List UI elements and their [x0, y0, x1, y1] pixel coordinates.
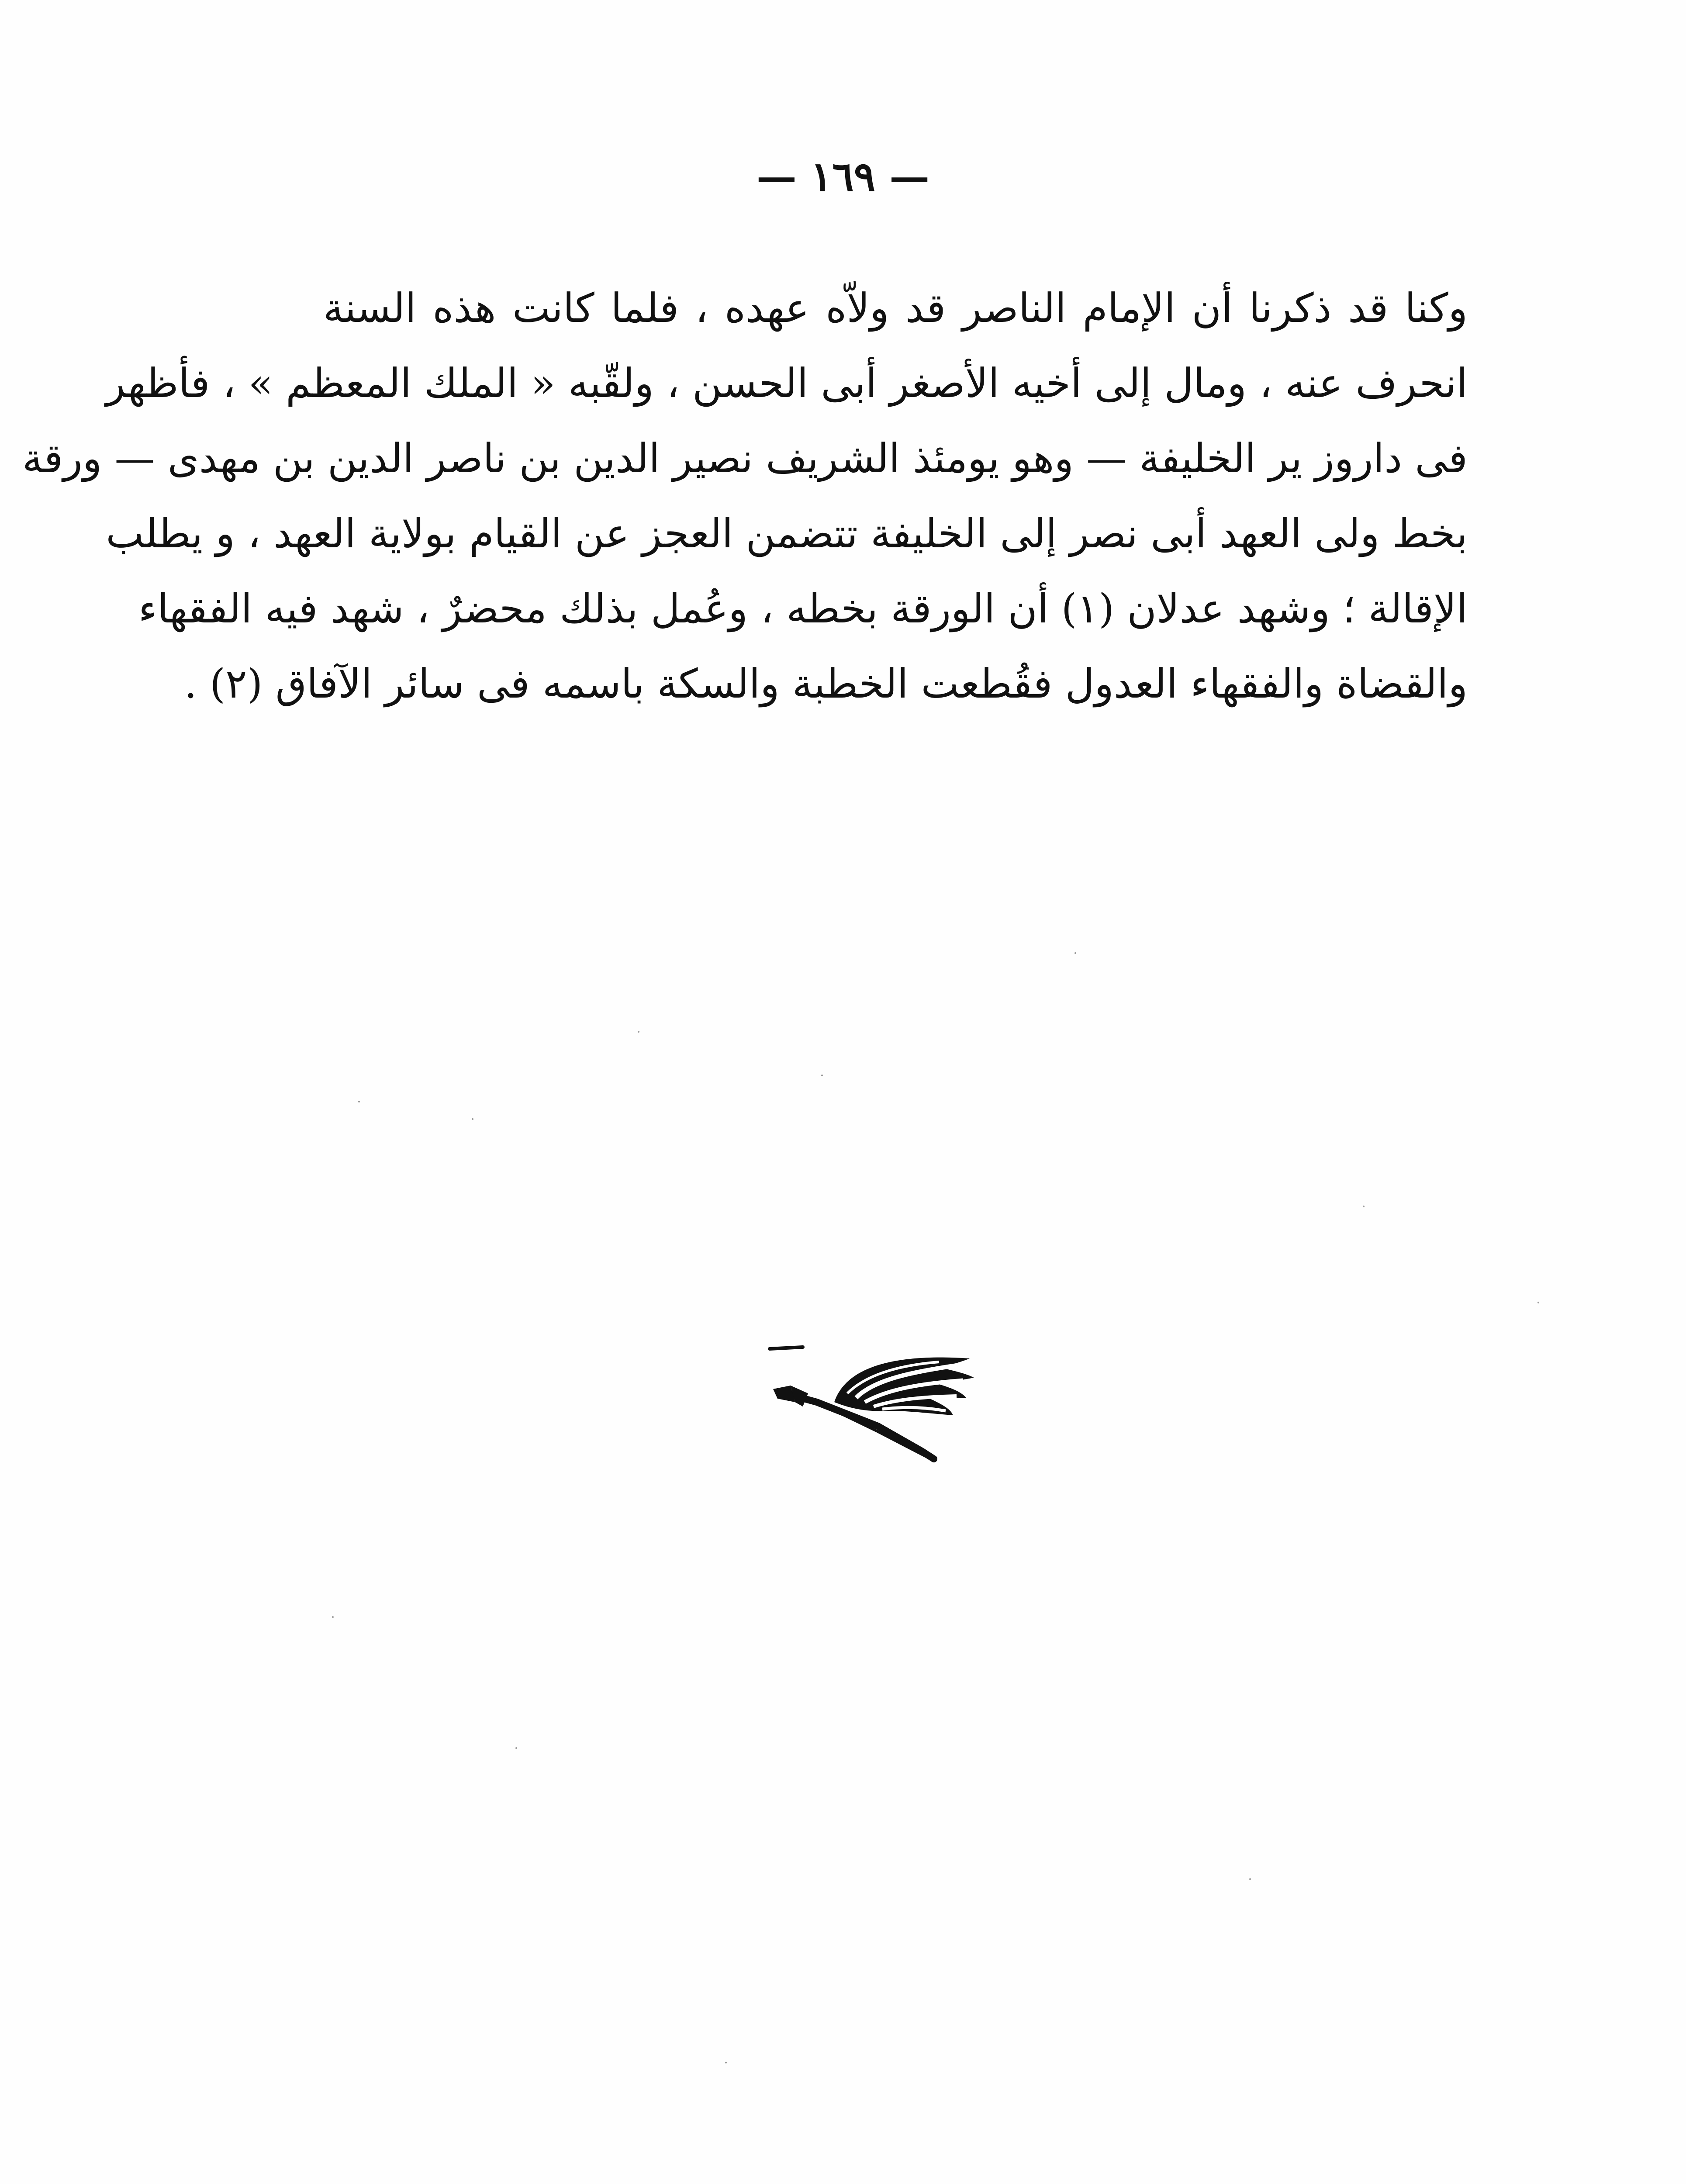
scan-speck [1249, 1878, 1251, 1880]
scan-speck [725, 2062, 727, 2063]
body-line: انحرف عنه ، ومال إلى أخيه الأصغر أبى الحسن ، ولقّبه « الملك المعظم » ، فأظهر [106, 360, 1468, 407]
scan-speck [821, 1075, 823, 1076]
scan-speck [638, 1031, 639, 1033]
scan-speck [472, 1118, 473, 1120]
winged-pen-icon [764, 1337, 992, 1476]
body-line: فى داروز ير الخليفة — وهو يومئذ الشريف نصير الدين بن ناصر الدين بن مهدى — ورقة [22, 435, 1468, 482]
scan-speck [332, 1616, 334, 1618]
scan-speck [1537, 1302, 1539, 1303]
scan-speck [1074, 952, 1076, 954]
page-number: — ١٦٩ — [756, 153, 930, 200]
body-line: الإقالة ؛ وشهد عدلان (١) أن الورقة بخطه ، وعُمل بذلك محضرٌ ، شهد فيه الفقهاء [138, 585, 1468, 632]
scan-speck [515, 1747, 517, 1749]
body-text [22, 271, 1468, 722]
body-line: والقضاة والفقهاء العدول فقُطعت الخطبة والسكة باسمه فى سائر الآفاق (٢) . [184, 660, 1468, 707]
scan-speck [358, 1101, 360, 1102]
body-line: بخط ولى العهد أبى نصر إلى الخليفة تتضمن العجز عن القيام بولاية العهد ، و يطلب [106, 510, 1468, 557]
body-line: وكنا قد ذكرنا أن الإمام الناصر قد ولاّه عهده ، فلما كانت هذه السنة [323, 285, 1468, 332]
scan-speck [1363, 1206, 1365, 1207]
